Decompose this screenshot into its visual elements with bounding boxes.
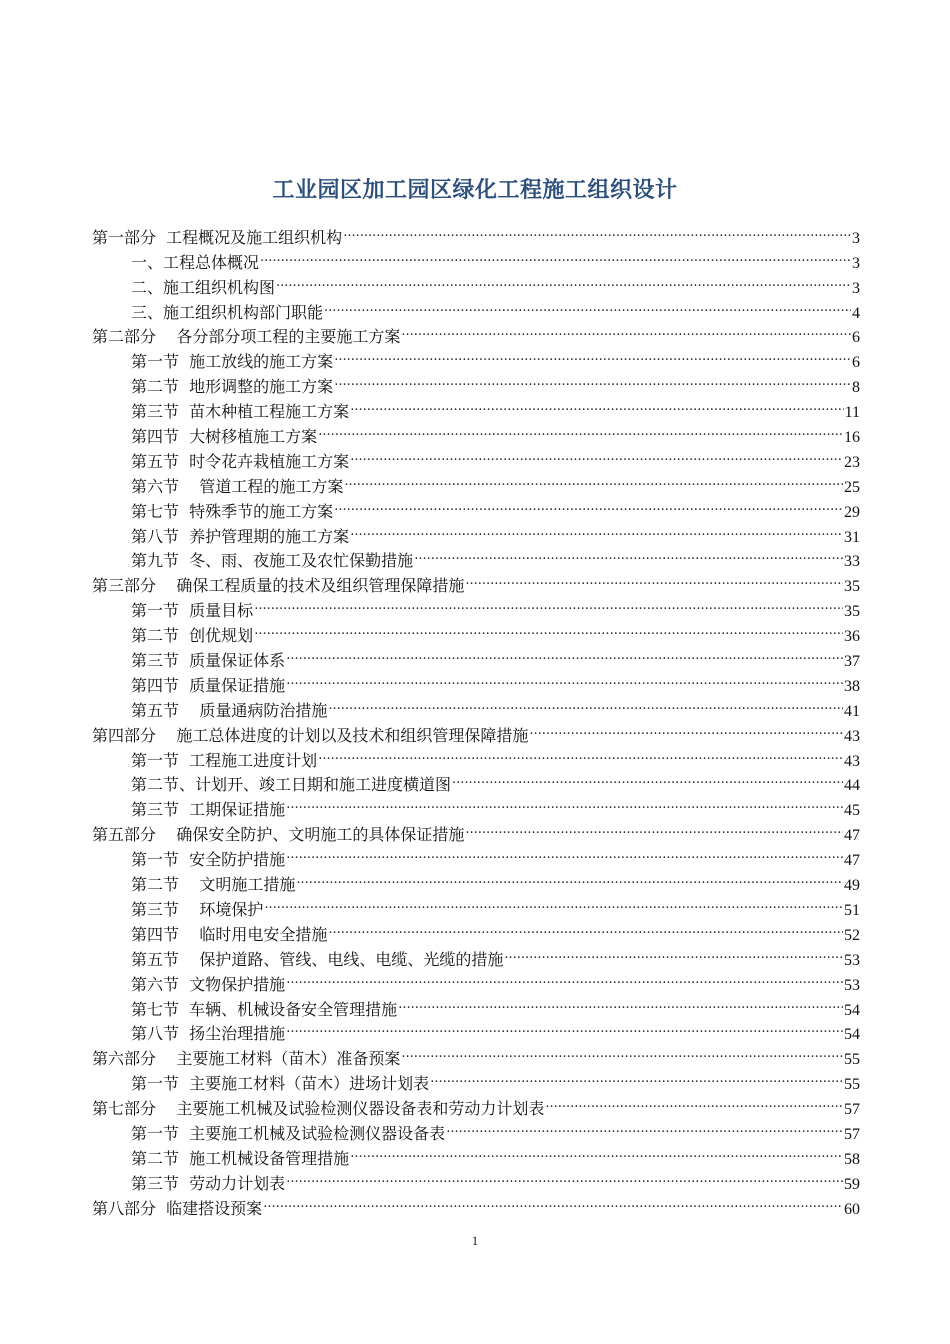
toc-dot-leader <box>286 1015 843 1040</box>
toc-entry-page-number: 29 <box>844 503 860 521</box>
toc-dot-leader <box>430 1064 843 1089</box>
toc-entry-page-number: 51 <box>844 901 860 919</box>
toc-entry-page-number: 6 <box>852 354 860 372</box>
toc-entry-page-number: 52 <box>844 926 860 944</box>
toc-entry-page-number: 25 <box>844 478 860 496</box>
toc-entry-page-number: 55 <box>844 1051 860 1069</box>
toc-entry-page-number: 35 <box>844 603 860 621</box>
toc-entry-page-number: 43 <box>844 727 860 745</box>
toc-dot-leader <box>324 293 851 318</box>
toc-entry-label: 二、施工组织机构图 <box>131 277 276 297</box>
toc-entry-label: 第四节 大树移植施工方案 <box>131 427 318 447</box>
toc-entry-page-number: 47 <box>844 852 860 870</box>
toc-dot-leader <box>350 517 843 542</box>
toc-entry-page-number: 58 <box>844 1150 860 1168</box>
toc-entry-page-number: 59 <box>844 1175 860 1193</box>
toc-dot-leader <box>328 691 843 716</box>
toc-entry-page-number: 37 <box>844 653 860 671</box>
toc-entry-label: 第六节 文物保护措施 <box>131 974 286 994</box>
toc-dot-leader <box>286 666 843 691</box>
toc-dot-leader <box>401 1039 843 1064</box>
toc-entry-label: 第三节 劳动力计划表 <box>131 1173 286 1193</box>
toc-dot-leader <box>254 616 843 641</box>
toc-entry-page-number: 4 <box>852 304 860 322</box>
toc-entry-label: 第三节 环境保护 <box>131 899 264 919</box>
toc-dot-leader <box>286 840 843 865</box>
toc-part-entry[interactable] <box>92 218 860 247</box>
toc-entry-label: 第一节 质量目标 <box>131 601 254 621</box>
toc-entry-page-number: 3 <box>852 254 860 272</box>
toc-entry-label: 第八节 扬尘治理措施 <box>131 1024 286 1044</box>
toc-dot-leader <box>452 766 843 791</box>
toc-entry-page-number: 3 <box>852 229 860 247</box>
toc-dot-leader <box>318 417 843 442</box>
toc-dot-leader <box>334 492 843 517</box>
toc-entry-label: 第一部分 工程概况及施工组织机构 <box>92 227 343 247</box>
toc-entry-page-number: 35 <box>844 578 860 596</box>
toc-entry-label: 第六节 管道工程的施工方案 <box>131 476 344 496</box>
toc-dot-leader <box>465 566 843 591</box>
toc-dot-leader <box>350 1139 843 1164</box>
toc-entry-label: 第三节 质量保证体系 <box>131 651 286 671</box>
toc-entry-page-number: 57 <box>844 1101 860 1119</box>
toc-entry-label: 第七节 车辆、机械设备安全管理措施 <box>131 999 398 1019</box>
toc-entry-label: 三、施工组织机构部门职能 <box>131 302 324 322</box>
toc-entry-label: 一、工程总体概况 <box>131 252 260 272</box>
toc-dot-leader <box>286 1164 843 1189</box>
toc-entry-label: 第四部分 施工总体进度的计划以及技术和组织管理保障措施 <box>92 725 529 745</box>
toc-entry-label: 第二节 创优规划 <box>131 626 254 646</box>
toc-entry-label: 第五节 质量通病防治措施 <box>131 700 328 720</box>
toc-entry-label: 第六部分 主要施工材料（苗木）准备预案 <box>92 1049 401 1069</box>
toc-dot-leader <box>350 442 843 467</box>
toc-entry-label: 第七节 特殊季节的施工方案 <box>131 501 334 521</box>
toc-entry-page-number: 45 <box>844 802 860 820</box>
toc-entry-label: 第二节、计划开、竣工日期和施工进度横道图 <box>131 775 452 795</box>
toc-entry-page-number: 53 <box>844 976 860 994</box>
toc-dot-leader <box>260 243 851 268</box>
toc-entry-label: 第三节 苗木种植工程施工方案 <box>131 402 350 422</box>
toc-entry-page-number: 33 <box>844 553 860 571</box>
toc-dot-leader <box>350 392 843 417</box>
toc-entry-label: 第八节 养护管理期的施工方案 <box>131 526 350 546</box>
toc-entry-page-number: 16 <box>844 429 860 447</box>
toc-entry-page-number: 54 <box>844 1026 860 1044</box>
toc-entry-page-number: 57 <box>844 1125 860 1143</box>
toc-entry-page-number: 41 <box>844 702 860 720</box>
toc-entry-page-number: 43 <box>844 752 860 770</box>
toc-entry-label: 第五节 时令花卉栽植施工方案 <box>131 451 350 471</box>
toc-entry-page-number: 44 <box>844 777 860 795</box>
toc-entry-page-number: 6 <box>852 329 860 347</box>
toc-entry-label: 第二节 地形调整的施工方案 <box>131 377 334 397</box>
toc-entry-page-number: 47 <box>844 827 860 845</box>
toc-entry-page-number: 55 <box>844 1076 860 1094</box>
toc-entry-page-number: 53 <box>844 951 860 969</box>
toc-entry-label: 第四节 临时用电安全措施 <box>131 924 328 944</box>
toc-dot-leader <box>344 467 843 492</box>
toc-entry-page-number: 3 <box>852 279 860 297</box>
page-number: 1 <box>471 1233 479 1248</box>
toc-dot-leader <box>264 890 843 915</box>
toc-entry-label: 第一节 工程施工进度计划 <box>131 750 318 770</box>
toc-entry-label: 第三部分 确保工程质量的技术及组织管理保障措施 <box>92 576 465 596</box>
toc-dot-leader <box>401 318 851 343</box>
toc-entry-label: 第五部分 确保安全防护、文明施工的具体保证措施 <box>92 825 465 845</box>
toc-dot-leader <box>529 716 843 741</box>
toc-entry-label: 第七部分 主要施工机械及试验检测仪器设备表和劳动力计划表 <box>92 1099 545 1119</box>
toc-entry-label: 第一节 施工放线的施工方案 <box>131 352 334 372</box>
toc-dot-leader <box>328 915 843 940</box>
toc-dot-leader <box>465 815 843 840</box>
toc-entry-page-number: 38 <box>844 677 860 695</box>
toc-entry-label: 第二节 文明施工措施 <box>131 875 296 895</box>
document-title: 工业园区加工园区绿化工程施工组织设计 <box>272 177 678 203</box>
toc-dot-leader <box>398 990 843 1015</box>
toc-dot-leader <box>318 741 843 766</box>
toc-entry-page-number: 54 <box>844 1001 860 1019</box>
toc-dot-leader <box>334 342 851 367</box>
toc-dot-leader <box>334 367 851 392</box>
toc-dot-leader <box>545 1089 843 1114</box>
toc-entry-page-number: 8 <box>852 379 860 397</box>
toc-entry-page-number: 11 <box>844 404 860 422</box>
toc-entry-page-number: 49 <box>844 877 860 895</box>
toc-entry-label: 第三节 工期保证措施 <box>131 800 286 820</box>
toc-entry-label: 第二部分 各分部分项工程的主要施工方案 <box>92 327 401 347</box>
toc-entry-label: 第八部分 临建搭设预案 <box>92 1198 263 1218</box>
toc-entry-label: 第一节 安全防护措施 <box>131 850 286 870</box>
toc-entry-label: 第四节 质量保证措施 <box>131 675 286 695</box>
toc-dot-leader <box>286 965 843 990</box>
toc-entry-page-number: 23 <box>844 453 860 471</box>
toc-dot-leader <box>286 790 843 815</box>
toc-dot-leader <box>296 865 843 890</box>
toc-entry-label: 第二节 施工机械设备管理措施 <box>131 1148 350 1168</box>
toc-dot-leader <box>414 542 843 567</box>
toc-entry-page-number: 31 <box>844 528 860 546</box>
toc-dot-leader <box>254 591 843 616</box>
toc-dot-leader <box>504 940 843 965</box>
toc-entry-label: 第一节 主要施工机械及试验检测仪器设备表 <box>131 1123 446 1143</box>
toc-entry-label: 第九节 冬、雨、夜施工及农忙保勤措施 <box>131 551 414 571</box>
toc-entry-page-number: 36 <box>844 628 860 646</box>
toc-entry-page-number: 60 <box>844 1200 860 1218</box>
toc-entry-label: 第一节 主要施工材料（苗木）进场计划表 <box>131 1074 430 1094</box>
toc-dot-leader <box>263 1189 843 1214</box>
toc-dot-leader <box>343 218 851 243</box>
toc-dot-leader <box>446 1114 843 1139</box>
toc-dot-leader <box>276 268 851 293</box>
toc-dot-leader <box>286 641 843 666</box>
table-of-contents <box>92 218 860 1218</box>
toc-entry-label: 第五节 保护道路、管线、电线、电缆、光缆的措施 <box>131 949 504 969</box>
